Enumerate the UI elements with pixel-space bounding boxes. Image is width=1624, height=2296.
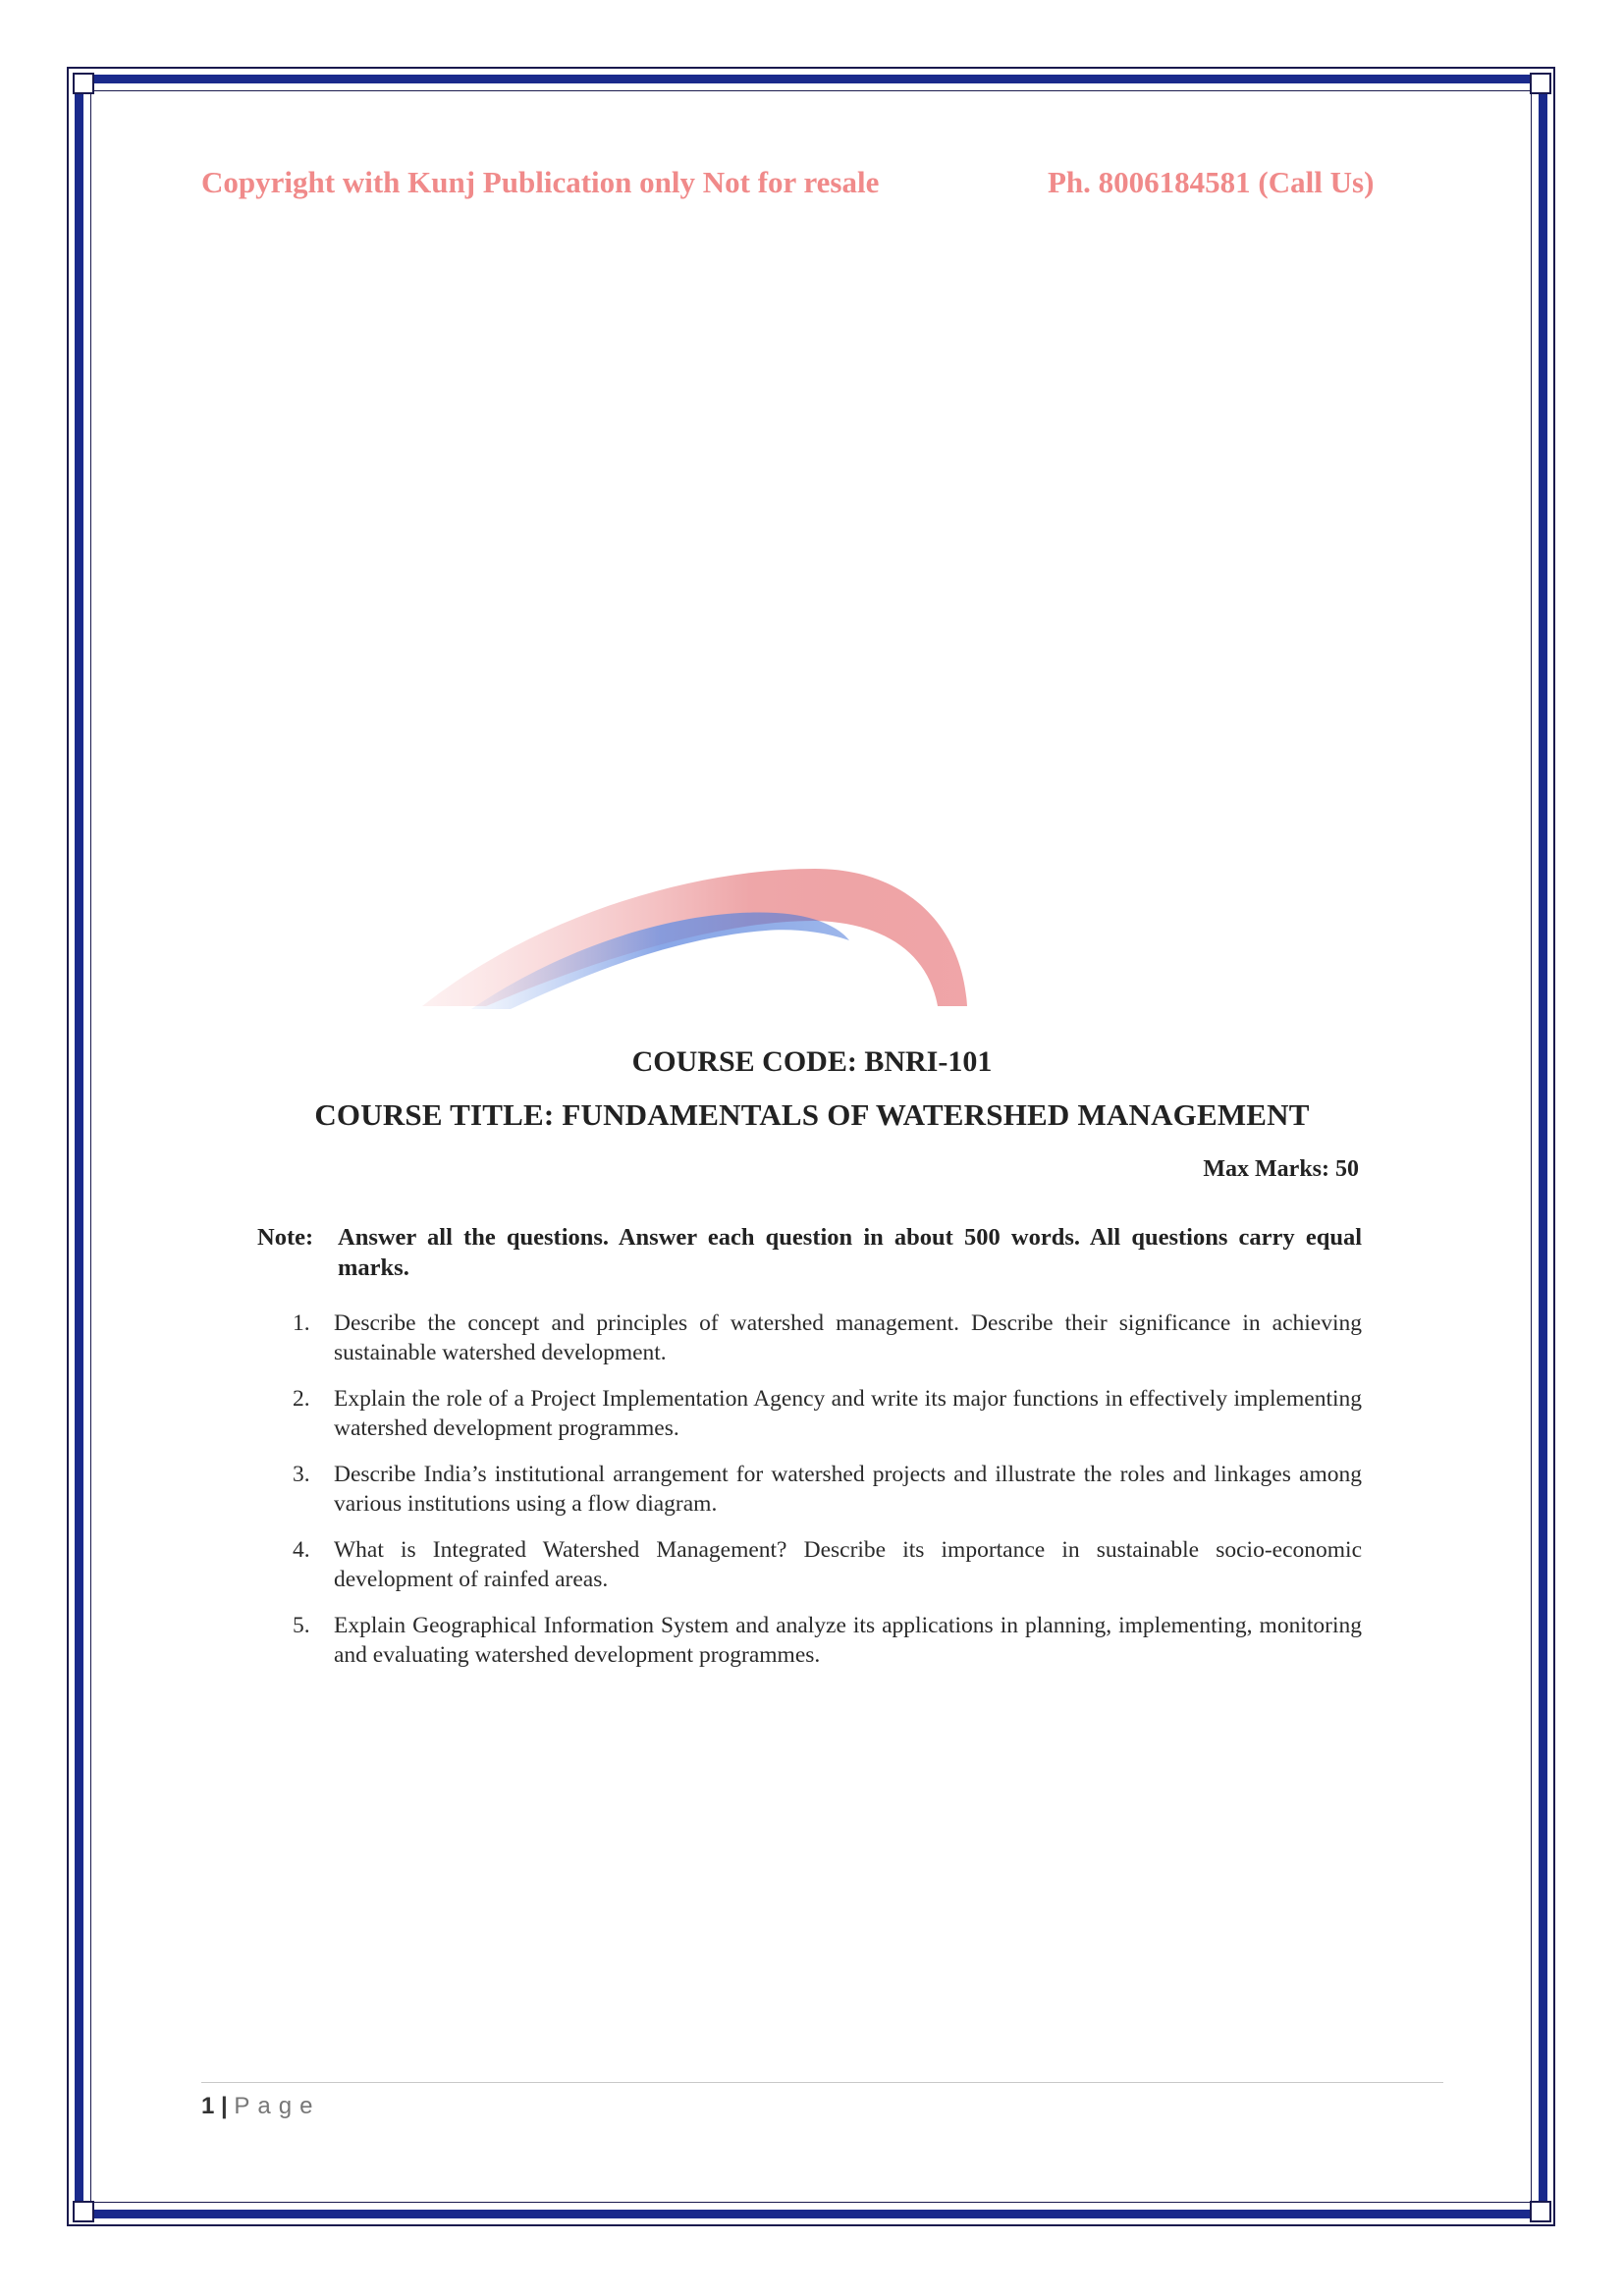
question-number: 5. xyxy=(293,1613,310,1638)
copyright-header xyxy=(201,165,1438,200)
publisher-logo-swoosh xyxy=(393,815,982,1011)
footer-divider xyxy=(201,2082,1443,2083)
page-footer xyxy=(201,2093,320,2120)
question-item xyxy=(285,1308,1362,1367)
copyright-text: Copyright with Kunj Publication only Not for resale xyxy=(201,165,880,199)
question-item xyxy=(285,1611,1362,1670)
question-text: Describe the concept and principles of watershed management. Describe their significance in achieving sustainable watershed development. xyxy=(334,1310,1362,1365)
instructions-note xyxy=(257,1222,1362,1283)
question-number: 3. xyxy=(293,1462,310,1487)
note-text: Answer all the questions. Answer each question in about 500 words. All questions carry equal marks. xyxy=(338,1224,1362,1281)
page-border-inner xyxy=(90,90,1532,2203)
max-marks: Max Marks: 50 xyxy=(1203,1156,1359,1182)
question-text: Explain the role of a Project Implementation Agency and write its major functions in effectively implementing watershed development programmes. xyxy=(334,1386,1362,1441)
question-list xyxy=(285,1308,1362,1686)
question-text: What is Integrated Watershed Management? Describe its importance in sustainable socio-economic development of rainfed areas. xyxy=(334,1537,1362,1592)
page-number: 1 xyxy=(201,2093,215,2119)
footer-separator: | xyxy=(221,2093,228,2119)
question-text: Explain Geographical Information System and analyze its applications in planning, implementing, monitoring and evaluating watershed development programmes. xyxy=(334,1613,1362,1668)
page-word: Page xyxy=(234,2093,321,2119)
course-title: COURSE TITLE: FUNDAMENTALS OF WATERSHED MANAGEMENT xyxy=(314,1097,1310,1132)
border-corner-top-right xyxy=(1530,73,1551,94)
phone-text: Ph. 8006184581 (Call Us) xyxy=(1048,165,1375,199)
question-item xyxy=(285,1535,1362,1594)
note-label: Note: xyxy=(257,1224,314,1251)
question-number: 4. xyxy=(293,1537,310,1563)
question-text: Describe India’s institutional arrangement for watershed projects and illustrate the roles and linkages among various institutions using a flow diagram. xyxy=(334,1462,1362,1517)
border-corner-bottom-left xyxy=(73,2201,94,2222)
course-code: COURSE CODE: BNRI-101 xyxy=(631,1045,993,1078)
question-item xyxy=(285,1460,1362,1519)
question-number: 1. xyxy=(293,1310,310,1336)
question-number: 2. xyxy=(293,1386,310,1412)
border-corner-top-left xyxy=(73,73,94,94)
question-item xyxy=(285,1384,1362,1443)
border-corner-bottom-right xyxy=(1530,2201,1551,2222)
